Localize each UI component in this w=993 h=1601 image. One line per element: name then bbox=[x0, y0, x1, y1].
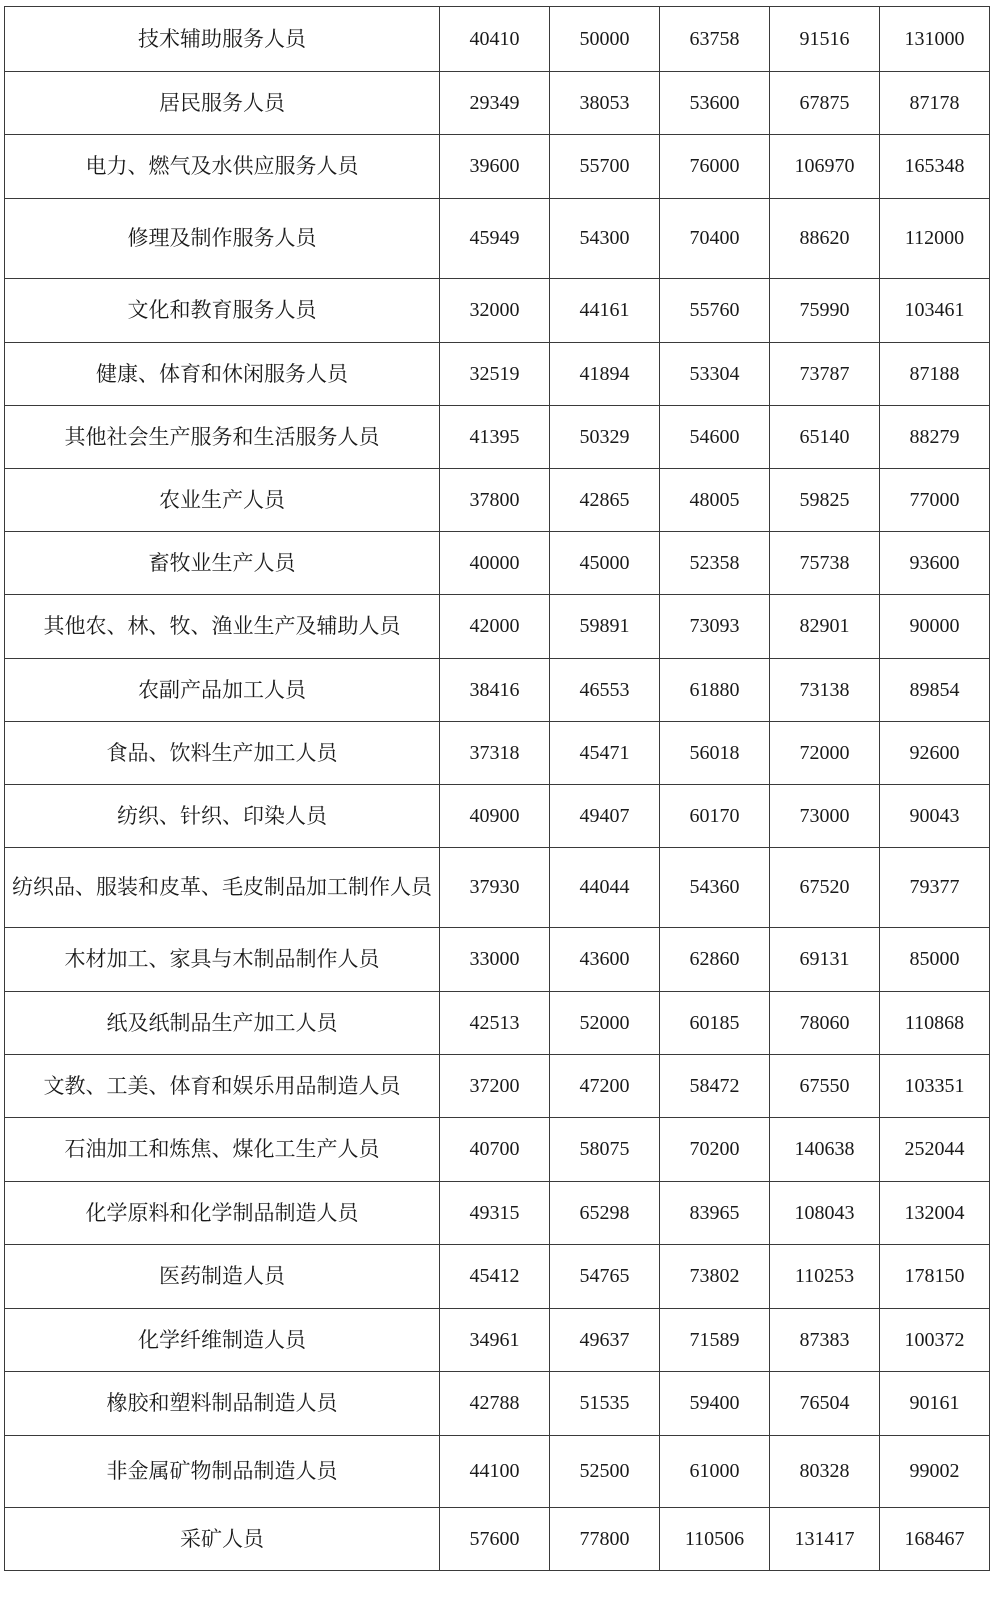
occupation-cell: 农业生产人员 bbox=[5, 469, 440, 532]
value-cell: 45000 bbox=[550, 532, 660, 595]
value-cell: 40410 bbox=[440, 7, 550, 72]
value-cell: 110506 bbox=[660, 1508, 770, 1571]
value-cell: 53600 bbox=[660, 72, 770, 135]
value-cell: 83965 bbox=[660, 1182, 770, 1245]
value-cell: 62860 bbox=[660, 928, 770, 992]
value-cell: 61000 bbox=[660, 1436, 770, 1508]
value-cell: 33000 bbox=[440, 928, 550, 992]
value-cell: 42513 bbox=[440, 992, 550, 1055]
value-cell: 38416 bbox=[440, 659, 550, 722]
value-cell: 51535 bbox=[550, 1372, 660, 1436]
occupation-cell: 技术辅助服务人员 bbox=[5, 7, 440, 72]
table-row bbox=[5, 595, 990, 659]
value-cell: 37200 bbox=[440, 1055, 550, 1118]
table-row bbox=[5, 72, 990, 135]
table-row bbox=[5, 992, 990, 1055]
value-cell: 37318 bbox=[440, 722, 550, 785]
table-row bbox=[5, 785, 990, 848]
value-cell: 88279 bbox=[880, 406, 990, 469]
table-row bbox=[5, 279, 990, 343]
table-row bbox=[5, 135, 990, 199]
value-cell: 90161 bbox=[880, 1372, 990, 1436]
value-cell: 92600 bbox=[880, 722, 990, 785]
value-cell: 82901 bbox=[770, 595, 880, 659]
value-cell: 32519 bbox=[440, 343, 550, 406]
value-cell: 79377 bbox=[880, 848, 990, 928]
value-cell: 69131 bbox=[770, 928, 880, 992]
value-cell: 67520 bbox=[770, 848, 880, 928]
value-cell: 106970 bbox=[770, 135, 880, 199]
occupation-cell: 文化和教育服务人员 bbox=[5, 279, 440, 343]
value-cell: 89854 bbox=[880, 659, 990, 722]
value-cell: 168467 bbox=[880, 1508, 990, 1571]
table-row bbox=[5, 7, 990, 72]
occupation-cell: 文教、工美、体育和娱乐用品制造人员 bbox=[5, 1055, 440, 1118]
value-cell: 59400 bbox=[660, 1372, 770, 1436]
table-row bbox=[5, 1182, 990, 1245]
value-cell: 60170 bbox=[660, 785, 770, 848]
table-row bbox=[5, 406, 990, 469]
value-cell: 103461 bbox=[880, 279, 990, 343]
value-cell: 39600 bbox=[440, 135, 550, 199]
value-cell: 52500 bbox=[550, 1436, 660, 1508]
value-cell: 38053 bbox=[550, 72, 660, 135]
value-cell: 47200 bbox=[550, 1055, 660, 1118]
value-cell: 54300 bbox=[550, 199, 660, 279]
value-cell: 42865 bbox=[550, 469, 660, 532]
value-cell: 45471 bbox=[550, 722, 660, 785]
table-row bbox=[5, 1508, 990, 1571]
value-cell: 78060 bbox=[770, 992, 880, 1055]
value-cell: 99002 bbox=[880, 1436, 990, 1508]
value-cell: 41395 bbox=[440, 406, 550, 469]
value-cell: 49315 bbox=[440, 1182, 550, 1245]
occupation-cell: 农副产品加工人员 bbox=[5, 659, 440, 722]
value-cell: 29349 bbox=[440, 72, 550, 135]
value-cell: 75738 bbox=[770, 532, 880, 595]
occupation-cell: 化学纤维制造人员 bbox=[5, 1309, 440, 1372]
value-cell: 87188 bbox=[880, 343, 990, 406]
value-cell: 112000 bbox=[880, 199, 990, 279]
value-cell: 90043 bbox=[880, 785, 990, 848]
value-cell: 67875 bbox=[770, 72, 880, 135]
table-row bbox=[5, 199, 990, 279]
value-cell: 67550 bbox=[770, 1055, 880, 1118]
value-cell: 77000 bbox=[880, 469, 990, 532]
table-row bbox=[5, 1436, 990, 1508]
occupation-cell: 修理及制作服务人员 bbox=[5, 199, 440, 279]
value-cell: 34961 bbox=[440, 1309, 550, 1372]
value-cell: 103351 bbox=[880, 1055, 990, 1118]
value-cell: 85000 bbox=[880, 928, 990, 992]
table-row bbox=[5, 532, 990, 595]
value-cell: 90000 bbox=[880, 595, 990, 659]
value-cell: 100372 bbox=[880, 1309, 990, 1372]
value-cell: 75990 bbox=[770, 279, 880, 343]
occupation-cell: 纸及纸制品生产加工人员 bbox=[5, 992, 440, 1055]
value-cell: 58472 bbox=[660, 1055, 770, 1118]
value-cell: 37800 bbox=[440, 469, 550, 532]
wage-table bbox=[4, 6, 990, 1571]
value-cell: 70200 bbox=[660, 1118, 770, 1182]
value-cell: 56018 bbox=[660, 722, 770, 785]
value-cell: 132004 bbox=[880, 1182, 990, 1245]
value-cell: 80328 bbox=[770, 1436, 880, 1508]
value-cell: 108043 bbox=[770, 1182, 880, 1245]
value-cell: 44161 bbox=[550, 279, 660, 343]
value-cell: 45412 bbox=[440, 1245, 550, 1309]
value-cell: 52000 bbox=[550, 992, 660, 1055]
value-cell: 70400 bbox=[660, 199, 770, 279]
occupation-cell: 石油加工和炼焦、煤化工生产人员 bbox=[5, 1118, 440, 1182]
value-cell: 65298 bbox=[550, 1182, 660, 1245]
occupation-cell: 其他农、林、牧、渔业生产及辅助人员 bbox=[5, 595, 440, 659]
value-cell: 42000 bbox=[440, 595, 550, 659]
occupation-cell: 医药制造人员 bbox=[5, 1245, 440, 1309]
table-row bbox=[5, 343, 990, 406]
value-cell: 54600 bbox=[660, 406, 770, 469]
value-cell: 49637 bbox=[550, 1309, 660, 1372]
value-cell: 61880 bbox=[660, 659, 770, 722]
value-cell: 54360 bbox=[660, 848, 770, 928]
value-cell: 40000 bbox=[440, 532, 550, 595]
value-cell: 44044 bbox=[550, 848, 660, 928]
value-cell: 32000 bbox=[440, 279, 550, 343]
table-row bbox=[5, 1309, 990, 1372]
occupation-cell: 纺织品、服装和皮革、毛皮制品加工制作人员 bbox=[5, 848, 440, 928]
value-cell: 110253 bbox=[770, 1245, 880, 1309]
value-cell: 77800 bbox=[550, 1508, 660, 1571]
occupation-cell: 非金属矿物制品制造人员 bbox=[5, 1436, 440, 1508]
value-cell: 88620 bbox=[770, 199, 880, 279]
table-row bbox=[5, 1372, 990, 1436]
value-cell: 52358 bbox=[660, 532, 770, 595]
value-cell: 46553 bbox=[550, 659, 660, 722]
value-cell: 65140 bbox=[770, 406, 880, 469]
value-cell: 55760 bbox=[660, 279, 770, 343]
value-cell: 43600 bbox=[550, 928, 660, 992]
table-row bbox=[5, 469, 990, 532]
value-cell: 58075 bbox=[550, 1118, 660, 1182]
value-cell: 76504 bbox=[770, 1372, 880, 1436]
value-cell: 53304 bbox=[660, 343, 770, 406]
table-row bbox=[5, 928, 990, 992]
value-cell: 73000 bbox=[770, 785, 880, 848]
table-row bbox=[5, 722, 990, 785]
occupation-cell: 畜牧业生产人员 bbox=[5, 532, 440, 595]
value-cell: 87178 bbox=[880, 72, 990, 135]
value-cell: 72000 bbox=[770, 722, 880, 785]
table-row bbox=[5, 1055, 990, 1118]
value-cell: 40700 bbox=[440, 1118, 550, 1182]
value-cell: 57600 bbox=[440, 1508, 550, 1571]
value-cell: 165348 bbox=[880, 135, 990, 199]
occupation-cell: 橡胶和塑料制品制造人员 bbox=[5, 1372, 440, 1436]
table-row bbox=[5, 659, 990, 722]
value-cell: 73802 bbox=[660, 1245, 770, 1309]
value-cell: 49407 bbox=[550, 785, 660, 848]
value-cell: 55700 bbox=[550, 135, 660, 199]
table-row bbox=[5, 848, 990, 928]
value-cell: 252044 bbox=[880, 1118, 990, 1182]
value-cell: 140638 bbox=[770, 1118, 880, 1182]
value-cell: 73787 bbox=[770, 343, 880, 406]
value-cell: 87383 bbox=[770, 1309, 880, 1372]
value-cell: 50000 bbox=[550, 7, 660, 72]
table-row bbox=[5, 1245, 990, 1309]
value-cell: 42788 bbox=[440, 1372, 550, 1436]
value-cell: 50329 bbox=[550, 406, 660, 469]
occupation-cell: 其他社会生产服务和生活服务人员 bbox=[5, 406, 440, 469]
occupation-cell: 木材加工、家具与木制品制作人员 bbox=[5, 928, 440, 992]
value-cell: 73093 bbox=[660, 595, 770, 659]
value-cell: 59825 bbox=[770, 469, 880, 532]
occupation-cell: 居民服务人员 bbox=[5, 72, 440, 135]
value-cell: 73138 bbox=[770, 659, 880, 722]
value-cell: 110868 bbox=[880, 992, 990, 1055]
table-row bbox=[5, 1118, 990, 1182]
value-cell: 59891 bbox=[550, 595, 660, 659]
value-cell: 63758 bbox=[660, 7, 770, 72]
value-cell: 48005 bbox=[660, 469, 770, 532]
value-cell: 60185 bbox=[660, 992, 770, 1055]
occupation-cell: 化学原料和化学制品制造人员 bbox=[5, 1182, 440, 1245]
value-cell: 93600 bbox=[880, 532, 990, 595]
occupation-cell: 纺织、针织、印染人员 bbox=[5, 785, 440, 848]
value-cell: 54765 bbox=[550, 1245, 660, 1309]
table-body bbox=[5, 7, 990, 1571]
value-cell: 76000 bbox=[660, 135, 770, 199]
value-cell: 131000 bbox=[880, 7, 990, 72]
value-cell: 40900 bbox=[440, 785, 550, 848]
value-cell: 91516 bbox=[770, 7, 880, 72]
value-cell: 41894 bbox=[550, 343, 660, 406]
occupation-cell: 食品、饮料生产加工人员 bbox=[5, 722, 440, 785]
occupation-cell: 采矿人员 bbox=[5, 1508, 440, 1571]
value-cell: 44100 bbox=[440, 1436, 550, 1508]
value-cell: 45949 bbox=[440, 199, 550, 279]
value-cell: 131417 bbox=[770, 1508, 880, 1571]
value-cell: 178150 bbox=[880, 1245, 990, 1309]
occupation-cell: 健康、体育和休闲服务人员 bbox=[5, 343, 440, 406]
value-cell: 37930 bbox=[440, 848, 550, 928]
value-cell: 71589 bbox=[660, 1309, 770, 1372]
occupation-cell: 电力、燃气及水供应服务人员 bbox=[5, 135, 440, 199]
